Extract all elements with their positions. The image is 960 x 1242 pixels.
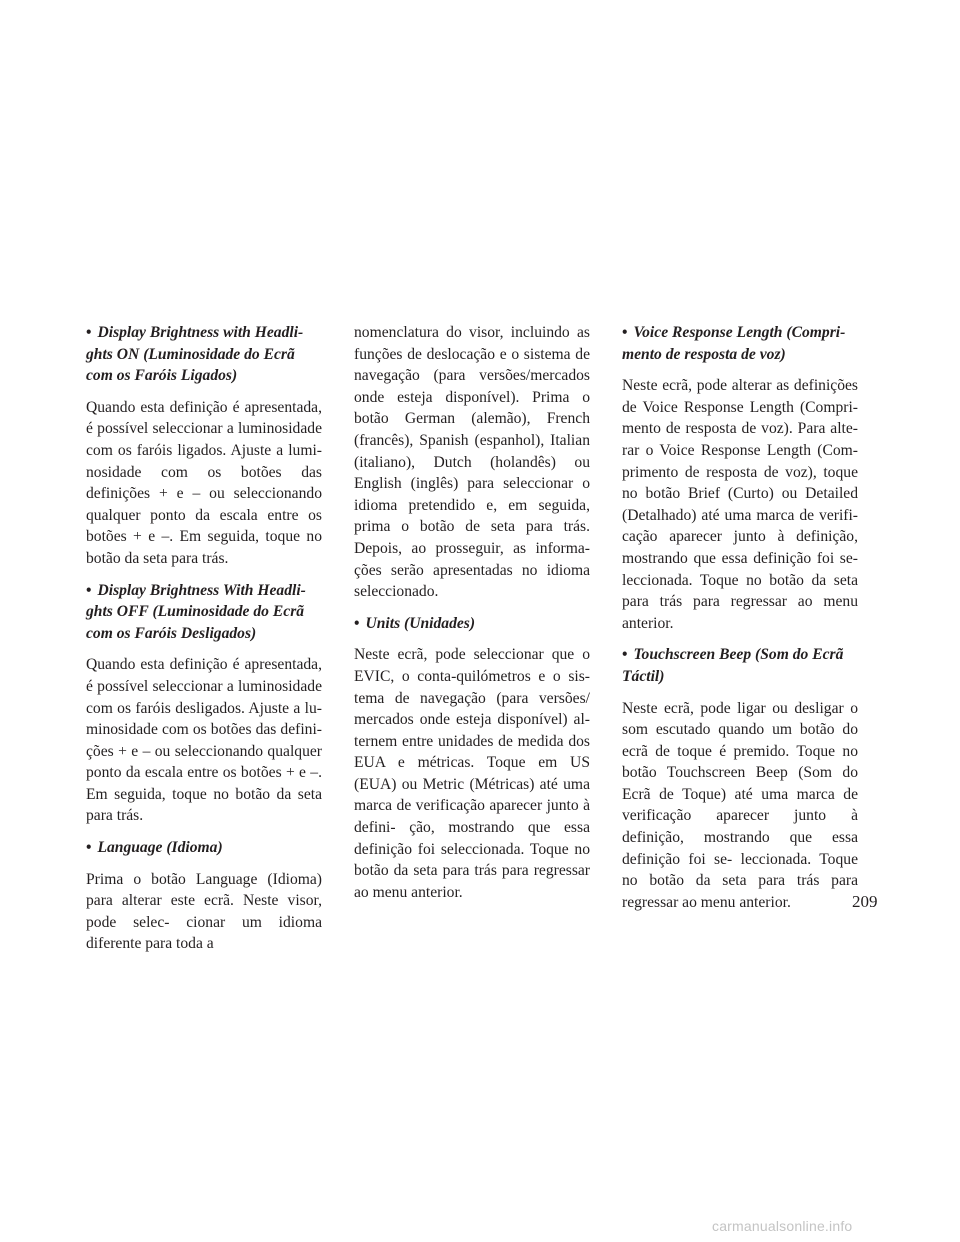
column-right <box>622 322 858 923</box>
paragraph-language: Prima o botão Language (Idioma) para alterar este ecrã. Neste visor, pode selec- cionar um idioma diferente para toda a <box>86 870 322 953</box>
section-heading-display-brightness-off: • Display Brightness With Headli- ghts OFF (Luminosidade do Ecrã com os Faróis Desligados) <box>86 581 306 642</box>
paragraph-display-brightness-on: Quando esta definição é apresentada, é possível seleccionar a luminosidade com os faróis ligados. Ajuste a lumi- nosidade com os botões das definições + e – ou seleccionando qualquer ponto da escala entre os botões + e –. Em seguida, toque no botão da seta para trás. <box>86 398 322 567</box>
page-number: 209 <box>852 892 878 911</box>
section-heading-voice-response-length: • Voice Response Length (Compri- mento de resposta de voz) <box>622 324 846 363</box>
section-heading-display-brightness-on: • Display Brightness with Headli- ghts ON (Luminosidade do Ecrã com os Faróis Ligados) <box>86 324 304 385</box>
section-heading-units: • Units (Unidades) <box>354 614 476 632</box>
column-middle <box>354 322 590 913</box>
section-heading-touchscreen-beep: • Touchscreen Beep (Som do Ecrã Táctil) <box>622 646 844 685</box>
paragraph-voice-response-length: Neste ecrã, pode alterar as definições de Voice Response Length (Compri- mento de resposta de voz). Para alte- rar o Voice Response Length (Com- primento de resposta de voz), toque no botão Brief (Curto) ou Detailed (Detalhado) até uma marca de verifi- cação aparecer junto à definição, mostrando que essa definição foi se- leccionada. Toque no botão da seta para trás para regressar ao menu anterior. <box>622 377 858 632</box>
paragraph-units: Neste ecrã, pode seleccionar que o EVIC, o conta-quilómetros e o sis- tema de navegação (para versões/ mercados onde esteja disponível) al- ternem entre unidades de medida dos EUA e métricas. Toque em US (EUA) ou Metric (Métricas) até uma marca de verificação aparecer junto à defini- ção, mostrando que essa definição foi seleccionada. Toque no botão da seta para trás para regressar ao menu anterior. <box>354 646 590 901</box>
section-heading-language: • Language (Idioma) <box>86 839 223 857</box>
paragraph-display-brightness-off: Quando esta definição é apresentada, é possível seleccionar a luminosidade com os faróis desligados. Ajuste a lu- minosidade com os botões das defini- ções + e – ou seleccionando qualquer ponto da escala entre os botões + e –. Em seguida, toque no botão da seta para trás. <box>86 656 322 825</box>
paragraph-language-continued: nomenclatura do visor, incluindo as funções de deslocação e o sistema de navegação (para versões/mercados onde esteja disponível). Prima o botão German (alemão), French (francês), Spanish (espanhol), Italian (italiano), Dutch (holandês) ou English (inglês) para seleccionar o idioma pretendido e, em seguida, prima o botão de seta para trás. Depois, ao prosseguir, as informa- ções serão apresentadas no idioma seleccionado. <box>354 324 590 601</box>
column-left <box>86 322 322 965</box>
watermark: carmanualsonline.info <box>712 1218 853 1234</box>
paragraph-touchscreen-beep: Neste ecrã, pode ligar ou desligar o som escutado quando um botão do ecrã de toque é premido. Toque no botão Touchscreen Beep (Som do Ecrã de Toque) até uma marca de verificação aparecer junto à definição, mostrando que essa definição foi se- leccionada. Toque no botão da seta para trás para regressar ao menu anterior. <box>622 699 858 911</box>
